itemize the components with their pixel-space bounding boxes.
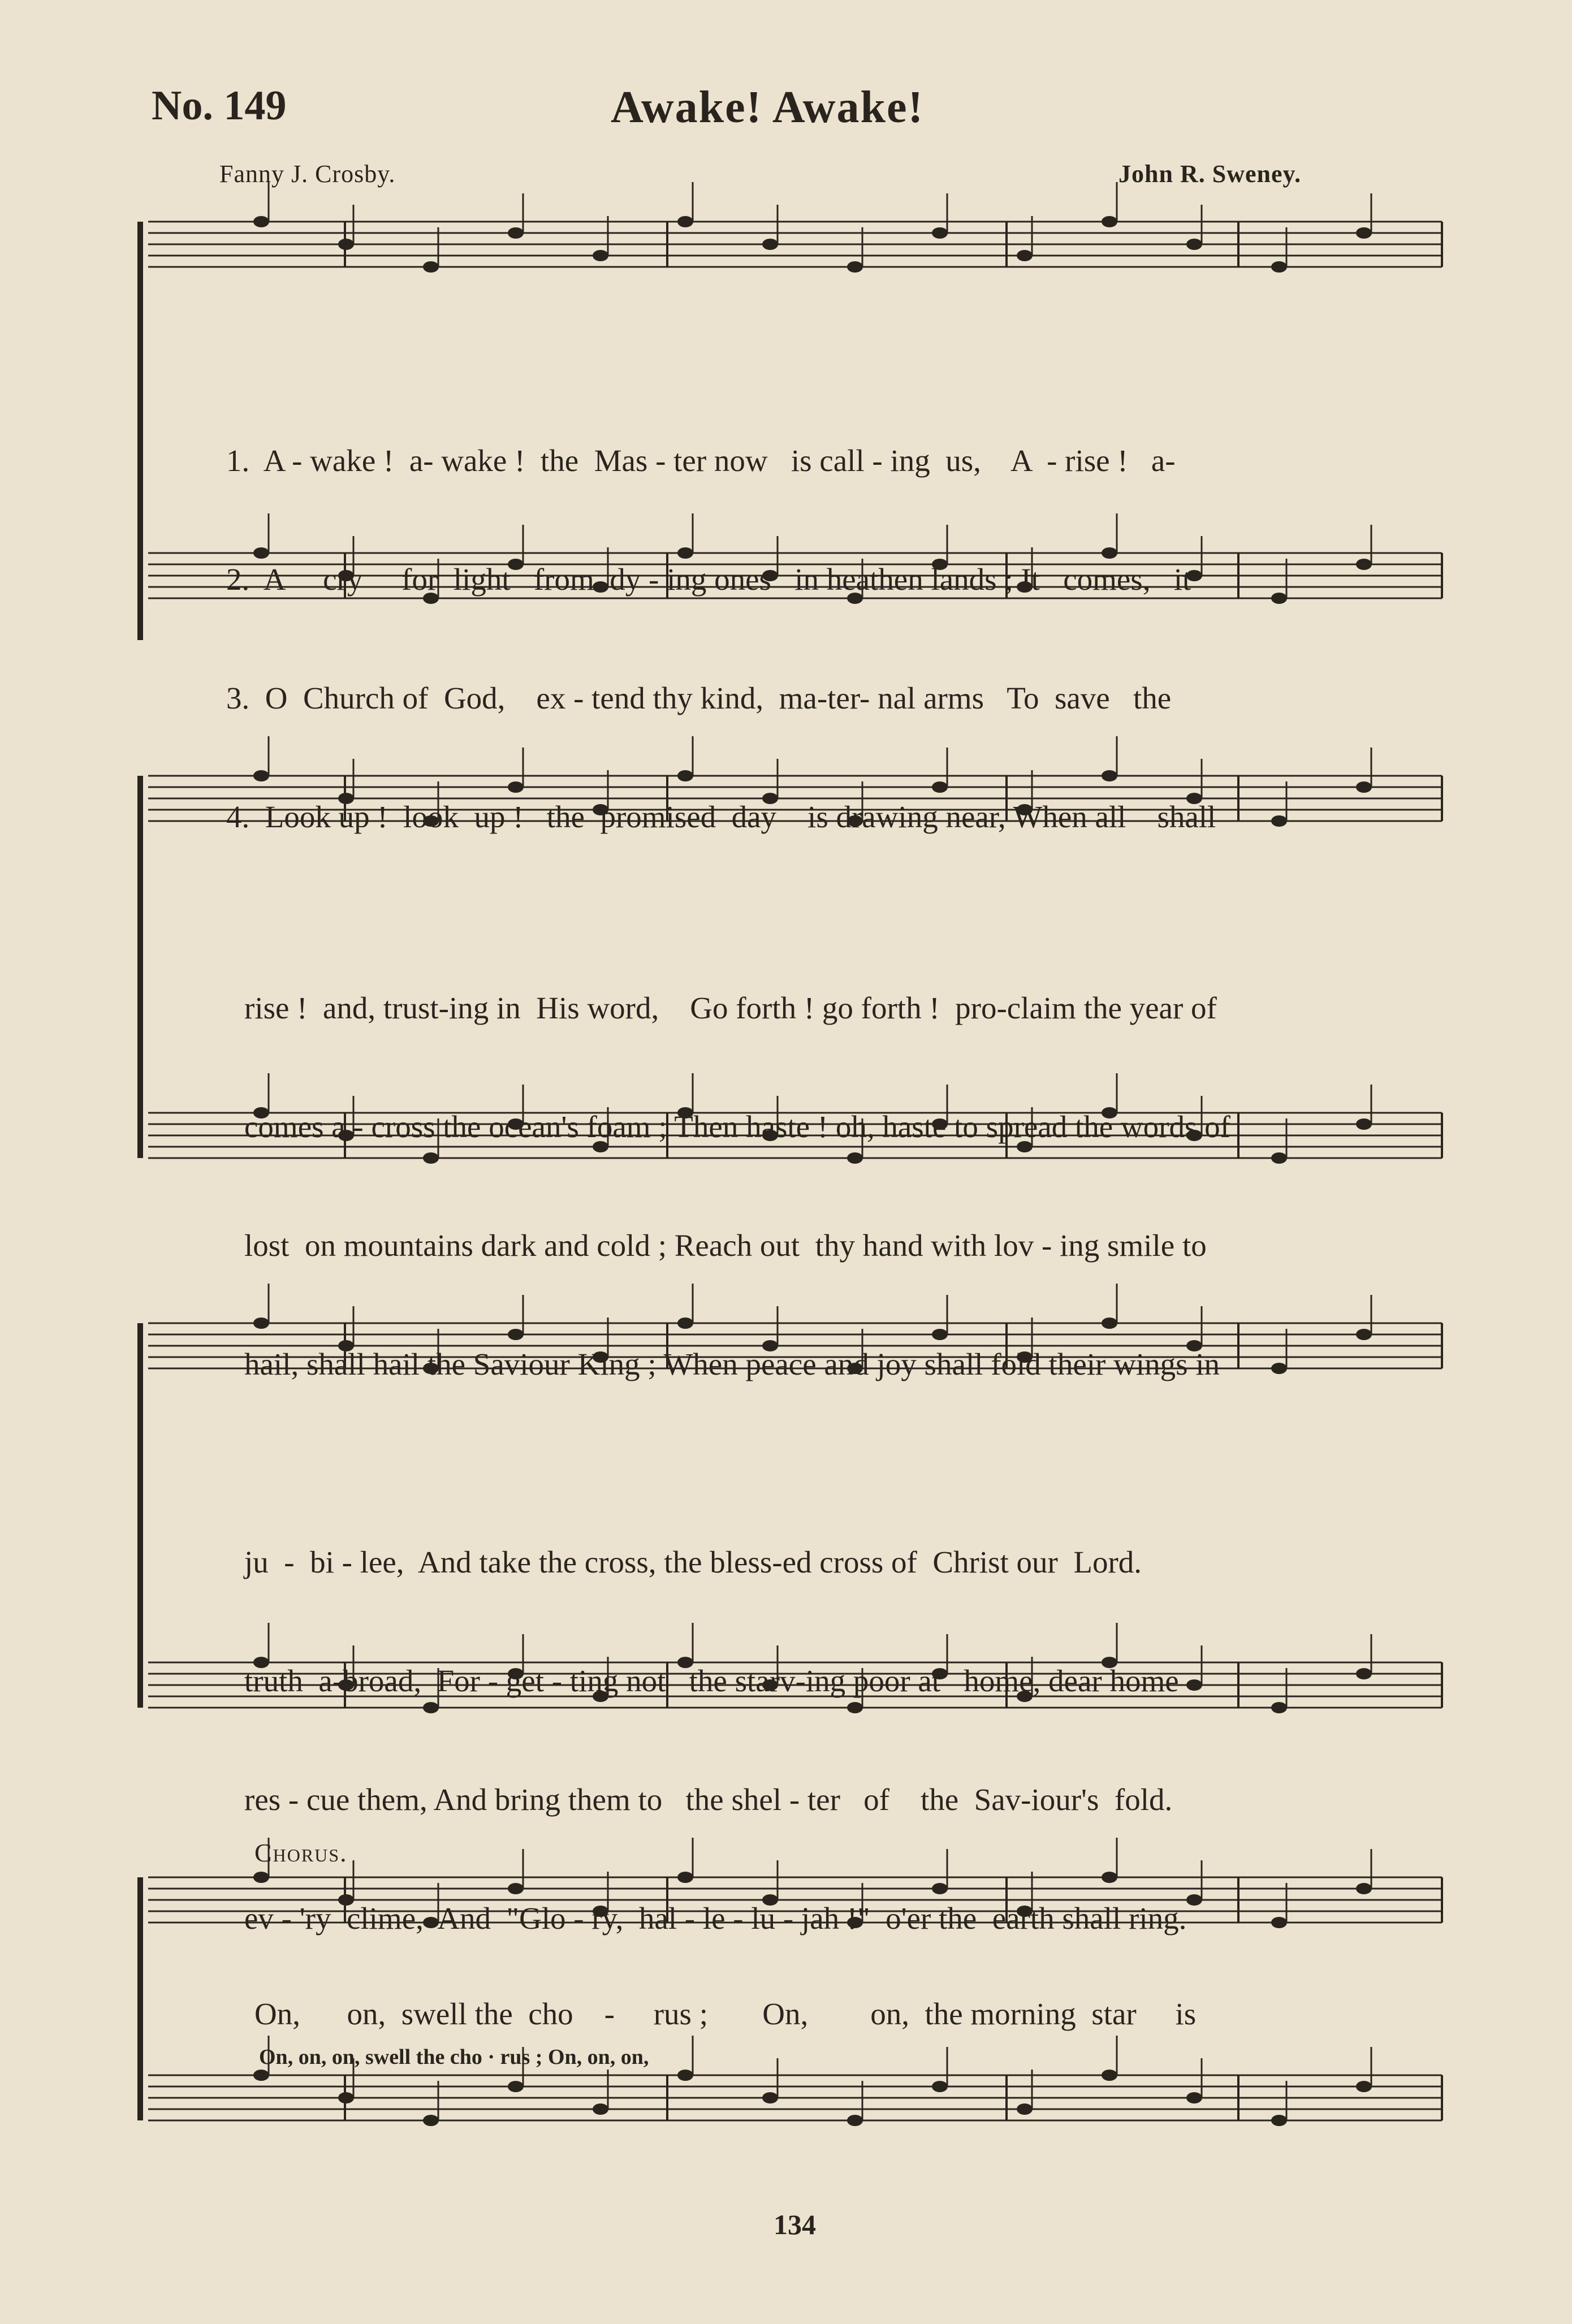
verses-system-1	[226, 362, 1216, 916]
verse-line: ev - 'ry clime, And "Glo - ry, hal - le - lu - jah !" o'er the earth shall ring.	[244, 1901, 1187, 1936]
verse-line: comes a - cross the ocean's foam ; Then haste ! oh, haste to spread the words of	[244, 1109, 1230, 1144]
hymn-number: No. 149	[152, 83, 287, 129]
verses-system-2	[244, 909, 1230, 1463]
chorus-label: Chorus.	[254, 1838, 348, 1867]
verse-line: 2. A cry for light from dy - ing ones in heathen lands ; It comes, it	[226, 562, 1191, 597]
hymn-title: Awake! Awake!	[611, 83, 925, 132]
composer-credit: John R. Sweney.	[1118, 160, 1302, 188]
verse-line: hail, shall hail the Saviour King ; When peace and joy shall fold their wings in	[244, 1347, 1220, 1381]
page-number: 134	[774, 2209, 816, 2240]
verses-system-3	[244, 1463, 1186, 2018]
staff	[148, 182, 1442, 273]
verse-line: rise ! and, trust-ing in His word, Go forth ! go forth ! pro-claim the year of	[244, 991, 1217, 1025]
verse-line: 3. O Church of God, ex - tend thy kind, ma-ter- nal arms To save the	[226, 681, 1172, 715]
verse-line: truth a-broad, For - get - ting not the starv-ing poor at home, dear home	[244, 1664, 1179, 1698]
chorus-bass-lyrics: On, on, on, swell the cho · rus ; On, on, on,	[259, 2045, 649, 2069]
verse-line: ju - bi - lee, And take the cross, the bless-ed cross of Christ our Lord.	[244, 1545, 1142, 1579]
verse-line: 1. A - wake ! a- wake ! the Mas - ter now is call - ing us, A - rise ! a-	[226, 443, 1176, 478]
verse-line: res - cue them, And bring them to the shel - ter of the Sav-iour's fold.	[244, 1782, 1173, 1817]
chorus-soprano-lyrics: On, on, swell the cho - rus ; On, on, the morning star is	[254, 1997, 1197, 2031]
verse-line: 4. Look up ! look up ! the promised day is drawing near, When all shall	[226, 800, 1216, 834]
verse-line: lost on mountains dark and cold ; Reach out thy hand with lov - ing smile to	[244, 1228, 1207, 1263]
lyricist-credit: Fanny J. Crosby.	[219, 160, 396, 188]
